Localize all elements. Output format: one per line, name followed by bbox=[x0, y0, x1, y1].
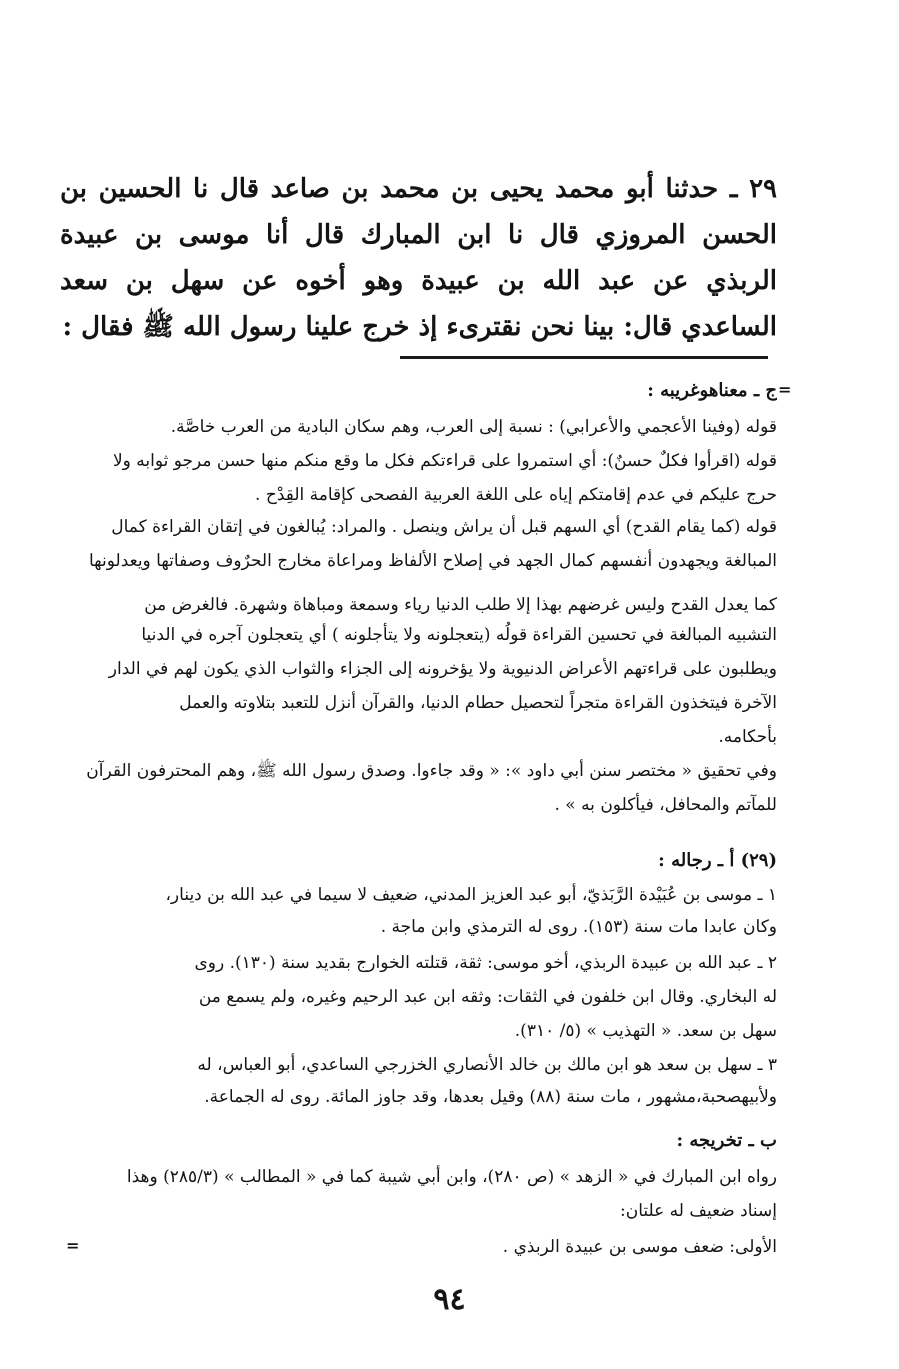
note-line: بأحكامه. bbox=[718, 727, 777, 747]
takhrij-line: الأولى: ضعف موسى بن عبيدة الربذي . bbox=[502, 1237, 777, 1257]
takhrij-line: رواه ابن المبارك في « الزهد » (ص ٢٨٠)، وابن أبي شيبة كما في « المطالب » (٢٨٥/٣) وهذا bbox=[126, 1167, 777, 1187]
note-line: الآخرة فيتخذون القراءة متجراً لتحصيل حطام الدنيا، والقرآن أنزل للتعبد بتلاوته والعمل bbox=[179, 693, 777, 713]
section-heading-takhrij: ب ـ تخريجه : bbox=[676, 1130, 777, 1151]
narrator-line: ٣ ـ سهل بن سعد هو ابن مالك بن خالد الأنصاري الخزرجي الساعدي، أبو العباس، له bbox=[197, 1055, 777, 1075]
hadith-text: ٢٩ ـ حدثنا أبو محمد يحيى بن محمد بن صاعد قال نا الحسين بن الحسن المروزي قال نا ابن المبارك قال أنا موسى بن عبيدة الربذي عن عبد الله بن عبيدة وهو أخوه عن سهل بن سعد الساعدي قال: بينا نحن نقترىء إذ خرج علينا رسول الله ﷺ فقال : bbox=[60, 174, 777, 342]
continuation-marker: = bbox=[778, 380, 792, 399]
note-line: التشبيه المبالغة في تحسين القراءة قولُه (يتعجلونه ولا يتأجلونه ) أي يتعجلون آجره في الدنيا bbox=[141, 625, 777, 645]
note-line: كما يعدل القدح وليس غرضهم بهذا إلا طلب الدنيا رياء وسمعة ومباهاة وشهرة. فالغرض من bbox=[144, 595, 777, 615]
narrator-line: ٢ ـ عبد الله بن عبيدة الربذي، أخو موسى: ثقة، قتلته الخوارج بقديد سنة (١٣٠). روى bbox=[194, 953, 777, 973]
note-line: المبالغة ويجهدون أنفسهم كمال الجهد في إصلاح الألفاظ ومراعاة مخارج الحرٌوف وصفاتها ويعدلونها bbox=[88, 551, 777, 571]
narrator-line: له البخاري. وقال ابن خلفون في الثقات: وثقه ابن عبد الرحيم وغيره، ولم يسمع من bbox=[198, 987, 777, 1007]
narrator-line: سهل بن سعد. « التهذيب » (٥/ ٣١٠). bbox=[514, 1021, 777, 1041]
note-line: قوله (اقرأوا فكلٌ حسنٌ): أي استمروا على قراءتكم فكل ما وقع منكم منها حسن مرجو ثوابه ولا bbox=[112, 451, 777, 471]
section-heading-meaning: ج ـ معناهوغريبه : bbox=[647, 380, 777, 401]
takhrij-line: إسناد ضعيف له علتان: bbox=[619, 1201, 777, 1221]
page-number: ٩٤ bbox=[433, 1282, 466, 1317]
separator-rule bbox=[400, 356, 768, 359]
note-line: حرج عليكم في عدم إقامتكم إياه على اللغة العربية الفصحى كإقامة القِدْح . bbox=[255, 485, 777, 505]
note-line: للمآتم والمحافل، فيأكلون به » . bbox=[554, 795, 777, 815]
narrator-line: ولأبيهصحبة،مشهور ، مات سنة (٨٨) وقيل بعدها، وقد جاوز المائة. روى له الجماعة. bbox=[204, 1087, 777, 1107]
narrator-line: وكان عابدا مات سنة (١٥٣). روى له الترمذي وابن ماجة . bbox=[380, 917, 777, 937]
note-line: قوله (كما يقام القدح) أي السهم قبل أن يراش وينصل . والمراد: يُبالغون في إتقان القراءة كمال bbox=[111, 517, 777, 537]
note-line: ويطلبون على قراءتهم الأعراض الدنيوية ولا يؤخرونه إلى الجزاء والثواب الذي يكون لهم في الدار bbox=[108, 659, 777, 679]
bottom-continuation-marker: = bbox=[66, 1236, 80, 1255]
note-line: قوله (وفينا الأعجمي والأعرابي) : نسبة إلى العرب، وهم سكان البادية من العرب خاصَّة. bbox=[170, 417, 777, 437]
narrator-line: ١ ـ موسى بن عُبَيْدة الرَّبَذيّ، أبو عبد العزيز المدني، ضعيف لا سيما في عبد الله بن دينار، bbox=[165, 885, 777, 905]
section-heading-narrators: (٢٩) أ ـ رجاله : bbox=[658, 850, 777, 871]
note-line: وفي تحقيق « مختصر سنن أبي داود »: « وقد جاءوا. وصدق رسول الله ﷺ، وهم المحترفون القرآن bbox=[86, 761, 777, 781]
